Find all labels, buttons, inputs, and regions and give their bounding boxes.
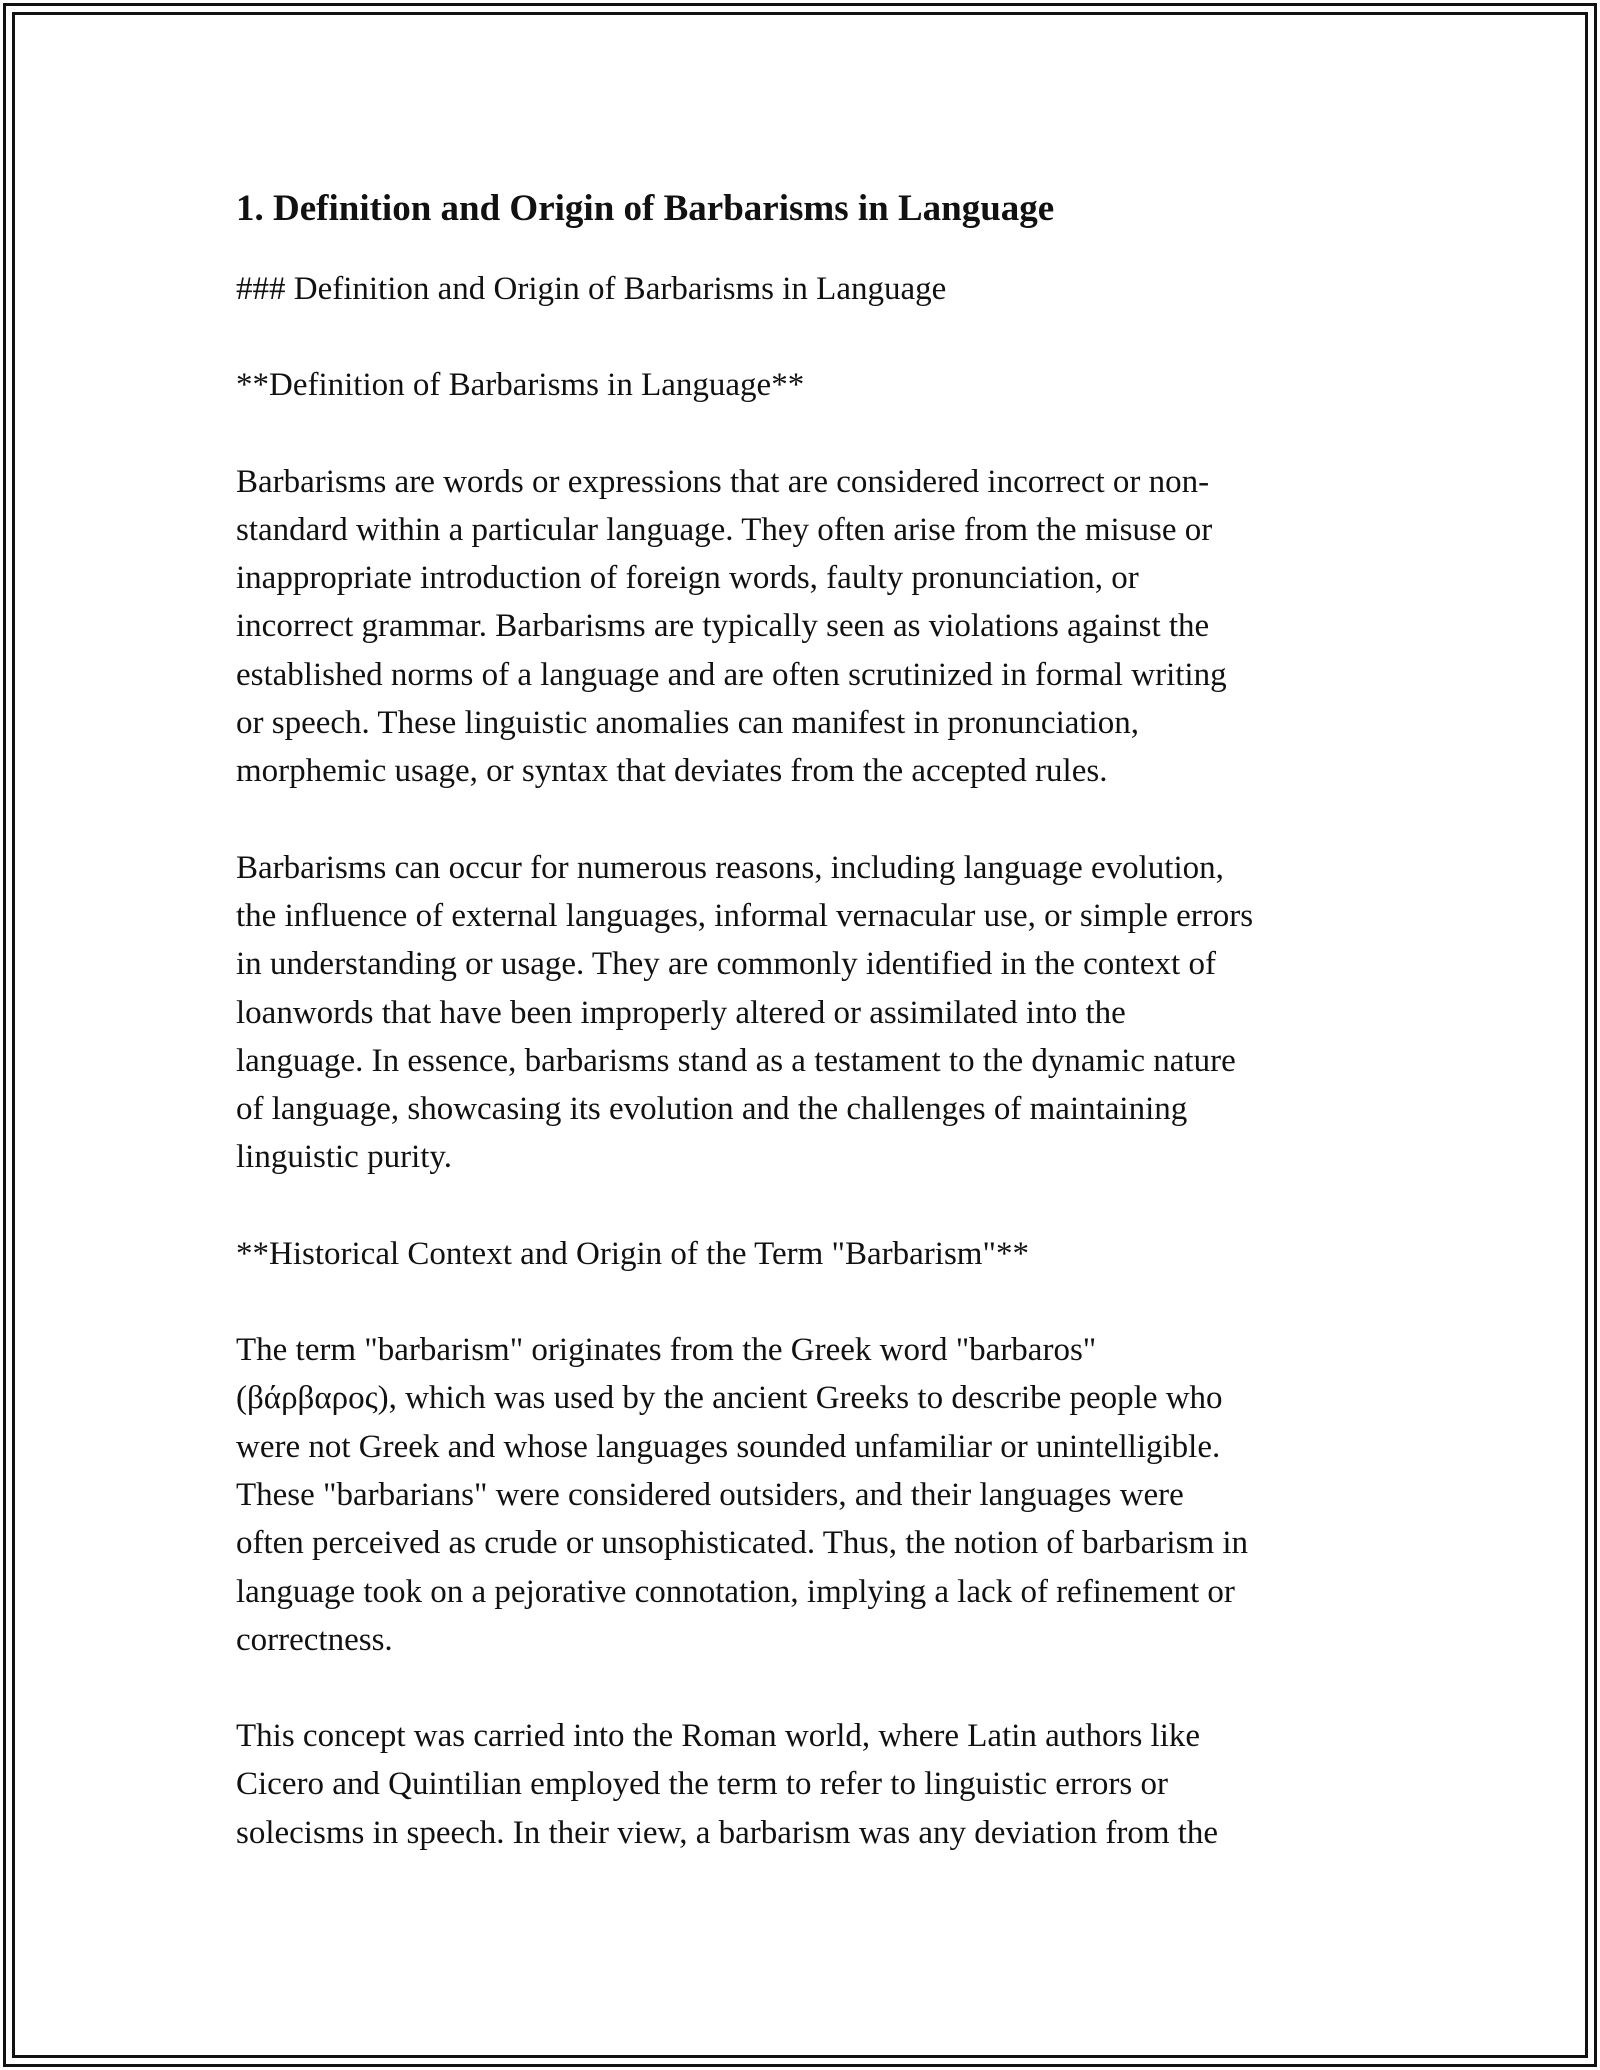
subheading-markdown: ### Definition and Origin of Barbarisms in Language [236, 271, 947, 307]
paragraph-roman-world: This concept was carried into the Roman world, where Latin authors like Cicero and Quintilian employed the term to refer to linguistic errors or solecisms in speech. In their view, a barbarism was any deviation from the [236, 1718, 1219, 1851]
definition-subheading: **Definition of Barbarisms in Language** [236, 367, 805, 404]
historical-subheading: **Historical Context and Origin of the Term "Barbarism"** [236, 1235, 1029, 1272]
paragraph-definition: Barbarisms are words or expressions that are considered incorrect or non- standard within a particular language. They often arise from the misuse or inappropriate introduction of foreign words, faulty pronunciation, or incorrect grammar. Barbarisms are typically seen as violations against the established norms of a language and are often scrutinized in formal writing or speech. These linguistic anomalies can manifest in pronunciation, morphemic usage, or syntax that deviates from the accepted rules. [236, 463, 1227, 790]
document-page [236, 185, 1376, 1905]
section-heading: 1. Definition and Origin of Barbarisms in Language [236, 188, 1055, 229]
paragraph-causes: Barbarisms can occur for numerous reasons, including language evolution, the influence of external languages, informal vernacular use, or simple errors in understanding or usage. They are commonly identified in the context of loanwords that have been improperly altered or assimilated into the language. In essence, barbarisms stand as a testament to the dynamic nature of language, showcasing its evolution and the challenges of maintaining linguistic purity. [236, 849, 1254, 1176]
paragraph-greek-origin: The term "barbarism" originates from the Greek word "barbaros" (βάρβαρος), which was used by the ancient Greeks to describe people who were not Greek and whose languages sounded unfamiliar or unintelligible. These "barbarians" were considered outsiders, and their languages were often perceived as crude or unsophisticated. Thus, the notion of barbarism in language took on a pejorative connotation, implying a lack of refinement or correctness. [236, 1332, 1249, 1658]
